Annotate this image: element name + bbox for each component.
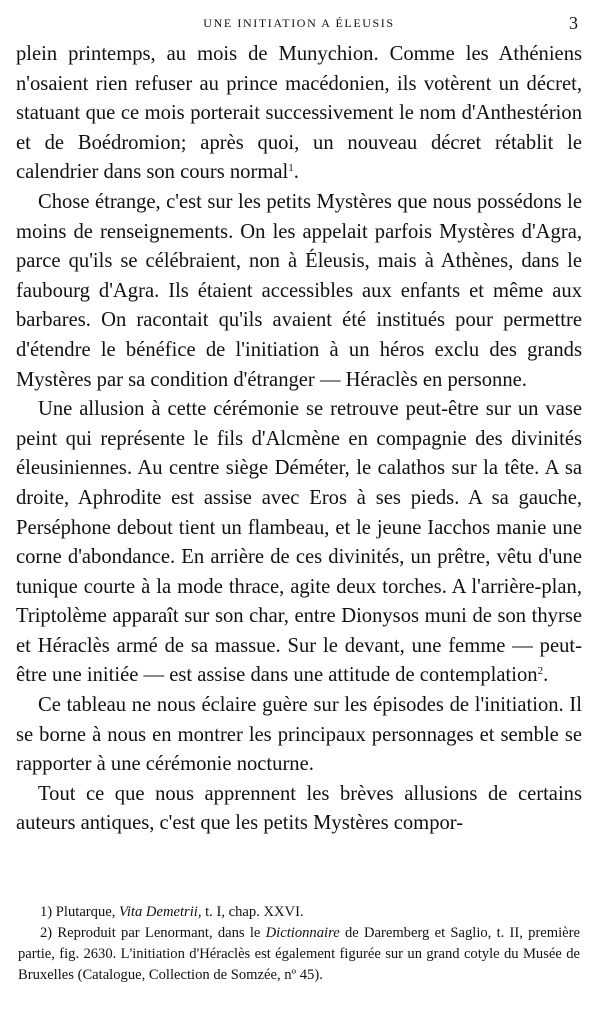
footnote-1 — [18, 902, 580, 923]
paragraph-3-end: . — [543, 664, 549, 687]
body-text — [16, 40, 582, 839]
footnotes — [18, 902, 580, 986]
paragraph-5-text: Tout ce que nous apprennent les brèves allusions de certains auteurs antiques, c'est que les petits Mystères compor- — [16, 782, 582, 835]
paragraph-1-end: . — [293, 161, 299, 184]
paragraph-3-text: Une allusion à cette cérémonie se retrouve peut-être sur un vase peint qui représente le fils d'Alcmène en compagnie des divinités éleusiniennes. Au centre siège Déméter, le calathos sur la tête. A sa droite, Aphrodite est assise avec Eros à ses pieds. A sa gauche, Perséphone debout tient un flambeau, et le jeune Iacchos manie une corne d'abondance. En arrière de ces divinités, un prêtre, vêtu d'une tunique courte à la mode thrace, agite deux torches. A l'arrière-plan, Triptolème apparaît sur son char, entre Dionysos muni de son thyrse et Héraclès armé de sa massue. Sur le devant, une femme — peut-être une initiée — est assise dans une attitude de contemplation — [16, 398, 582, 687]
footnote-ref-1: 1 — [288, 162, 294, 175]
paragraph-4 — [16, 691, 582, 780]
paragraph-2 — [16, 188, 582, 395]
running-head — [16, 10, 582, 36]
paragraph-4-text: Ce tableau ne nous éclaire guère sur les épisodes de l'initiation. Il se borne à nous en montrer les principaux personnages et semble se rapporter à une cérémonie nocturne. — [16, 694, 582, 776]
paragraph-5 — [16, 780, 582, 839]
paragraph-1-text: plein printemps, au mois de Munychion. Comme les Athéniens n'osaient rien refuser au prince macédonien, ils votèrent un décret, statuant que ce mois porterait successivement le nom d'Anthestérion et de Boédromion; après quoi, un nouveau décret rétablit le calendrier dans son cours normal — [16, 43, 582, 184]
running-title: UNE INITIATION A ÉLEUSIS — [203, 16, 395, 30]
paragraph-2-text: Chose étrange, c'est sur les petits Mystères que nous possédons le moins de renseignements. On les appelait parfois Mystères d'Agra, parce qu'ils se célébraient, non à Éleusis, mais à Athènes, dans le faubourg d'Agra. Ils étaient accessibles aux enfants et même aux barbares. On racontait qu'ils avaient été institués pour permettre d'étendre le bénéfice de l'initiation à un héros exclu des grands Mystères par sa condition d'étranger — Héraclès en personne. — [16, 190, 582, 391]
footnote-2 — [18, 923, 580, 986]
footnote-1-ref: , t. I, chap. XXVI. — [197, 904, 304, 920]
footnote-2-ref: de Daremberg et Saglio, t. II, première partie, fig. 2630. L'initiation d'Héraclès est également figurée sur un grand cotyle du Musée de Bruxelles (Catalogue, Collection de Somzée, nº 45). — [18, 925, 581, 983]
footnote-ref-2: 2 — [537, 665, 544, 678]
footnote-2-text: 2) Reproduit par Lenormant, dans le — [40, 925, 266, 941]
footnote-1-title: Vita Demetrii — [119, 904, 198, 920]
paragraph-3 — [16, 395, 582, 691]
footnote-1-text: 1) Plutarque, — [40, 904, 120, 920]
footnote-2-title: Dictionnaire — [265, 925, 340, 941]
page-number: 3 — [569, 13, 578, 33]
paragraph-1 — [16, 40, 582, 188]
